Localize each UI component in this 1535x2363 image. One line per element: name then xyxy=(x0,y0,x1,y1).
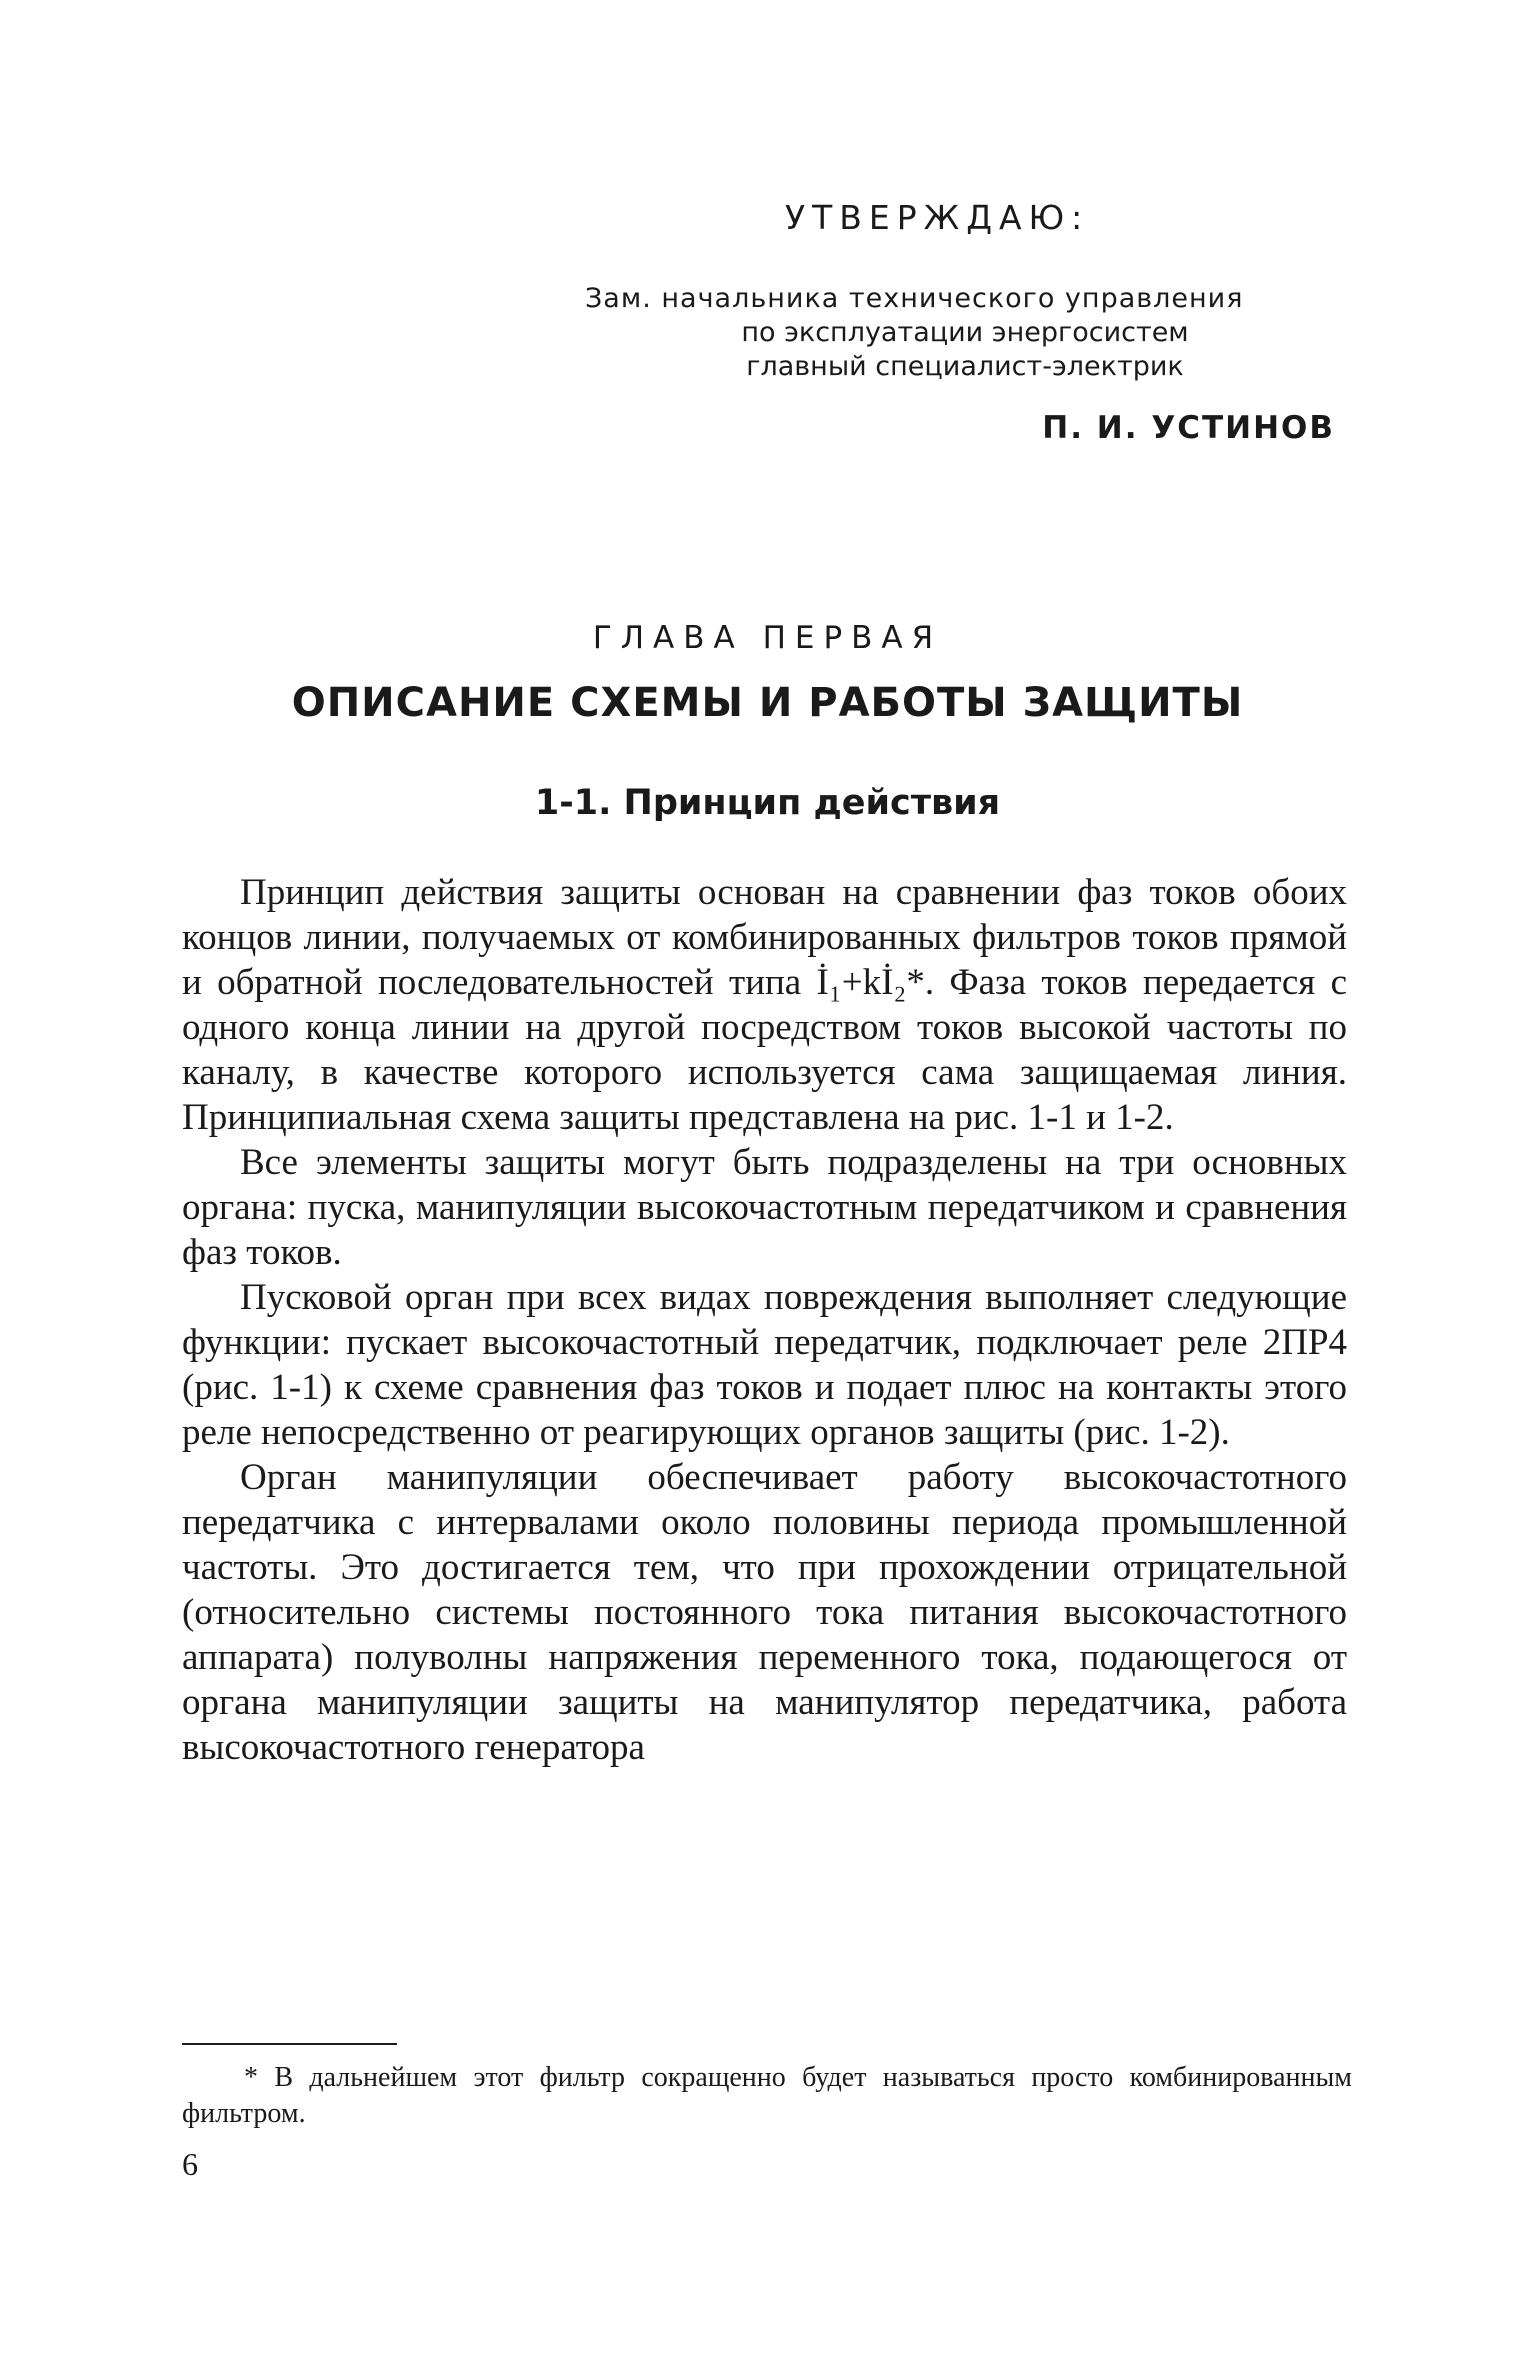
footnote: * В дальнейшем этот фильтр сокращенно будет называться просто комбинированным фильтром. xyxy=(182,2062,1352,2129)
footnote-separator xyxy=(182,2043,397,2045)
approval-signatory-name: П. И. УСТИНОВ xyxy=(1042,410,1335,446)
page-number: 6 xyxy=(182,2146,198,2182)
chapter-label: ГЛАВА ПЕРВАЯ xyxy=(592,620,943,656)
approval-heading: УТВЕРЖДАЮ: xyxy=(785,198,1090,237)
chapter-title: ОПИСАНИЕ СХЕМЫ И РАБОТЫ ЗАЩИТЫ xyxy=(291,680,1244,726)
section-title: 1-1. Принцип действия xyxy=(534,783,1001,823)
approval-line: по эксплуатации энергосистем xyxy=(741,317,1189,348)
paragraph: Все элементы защиты могут быть подразделены на три основных органа: пуска, манипуляции высокочастотным передатчиком и сравнения фаз токов. xyxy=(182,1142,1347,1273)
approval-line: Зам. начальника технического управления xyxy=(585,283,1244,314)
paragraph: Пусковой орган при всех видах повреждения выполняет следующие функции: пускает высокочастотный передатчик, подключает реле 2ПР4 (рис. 1-1) к схеме сравнения фаз токов и подает плюс на контакты этого реле непосредственно от реагирующих органов защиты (рис. 1-2). xyxy=(182,1277,1347,1453)
body-text xyxy=(182,870,1347,1770)
approval-position xyxy=(585,282,1345,384)
paragraph: Орган манипуляции обеспечивает работу высокочастотного передатчика с интервалами около половины периода промышленной частоты. Это достигается тем, что при прохождении отрицательной (относительно системы постоянного тока питания высокочастотного аппарата) полуволны напряжения переменного тока, подающегося от органа манипуляции защиты на манипулятор передатчика, работа высокочастотного генератора xyxy=(182,1457,1347,1768)
approval-line: главный специалист-электрик xyxy=(746,351,1184,382)
paragraph: Принцип действия защиты основан на сравнении фаз токов обоих концов линии, получаемых от комбинированных фильтров токов прямой и обратной последовательностей типа İ₁+kİ₂*. Фаза токов передается с одного конца линии на другой посредством токов высокой частоты по каналу, в качестве которого используется сама защищаемая линия. Принципиальная схема защиты представлена на рис. 1-1 и 1-2. xyxy=(182,872,1347,1138)
